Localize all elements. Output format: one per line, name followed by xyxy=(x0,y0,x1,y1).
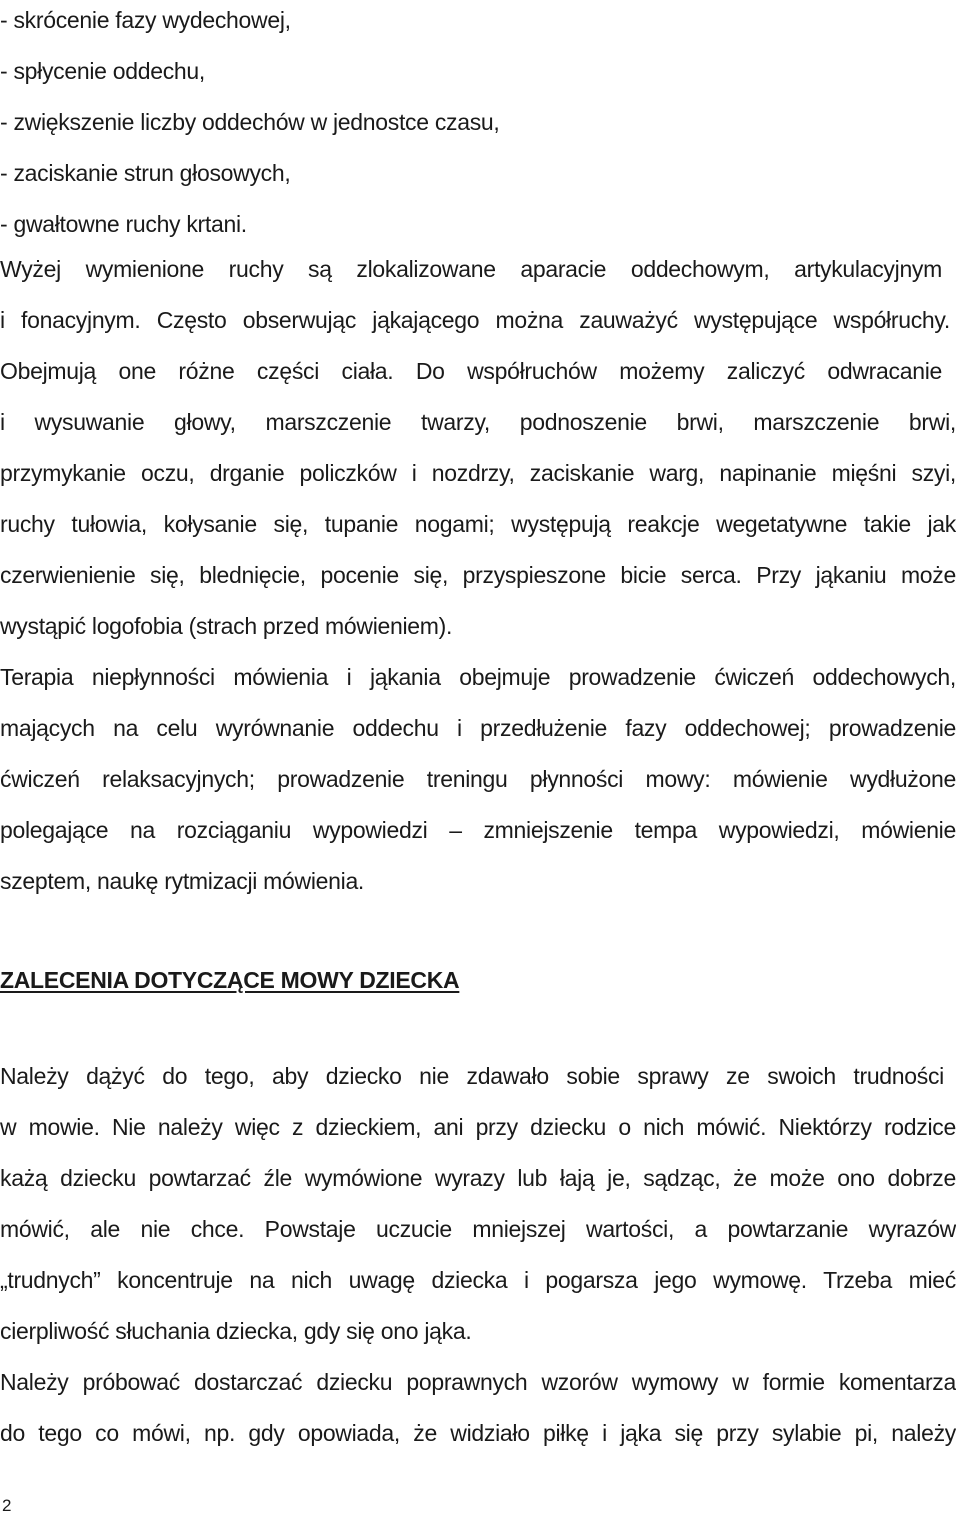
paragraph-line: ćwiczeń relaksacyjnych; prowadzenie treningu płynności mowy: mówienie wydłużone xyxy=(0,766,956,792)
list-item: - spłycenie oddechu, xyxy=(0,58,205,84)
paragraph-recommendations xyxy=(0,1051,960,1357)
paragraph-line: Terapia niepłynności mówienia i jąkania obejmuje prowadzenie ćwiczeń oddechowych, xyxy=(0,664,956,690)
paragraph-line: Należy próbować dostarczać dziecku poprawnych wzorów wymowy w formie komentarza xyxy=(0,1369,956,1395)
list-item: - zaciskanie strun głosowych, xyxy=(0,160,291,186)
paragraph-line: każą dziecku powtarzać źle wymówione wyrazy lub łają je, sądząc, że może ono dobrze xyxy=(0,1165,956,1191)
page-number: 2 xyxy=(2,1496,12,1515)
paragraph-line: szeptem, naukę rytmizacji mówienia. xyxy=(0,868,365,894)
list-item: - skrócenie fazy wydechowej, xyxy=(0,7,291,33)
paragraph-line: do tego co mówi, np. gdy opowiada, że widziało piłkę i jąka się przy sylabie pi, należy xyxy=(0,1420,956,1446)
paragraph-line: Obejmują one różne części ciała. Do współruchów możemy zaliczyć odwracanie xyxy=(0,358,942,384)
paragraph-line: mających na celu wyrównanie oddechu i przedłużenie fazy oddechowej; prowadzenie xyxy=(0,715,956,741)
paragraph-line: mówić, ale nie chce. Powstaje uczucie mniejszej wartości, a powtarzanie wyrazów xyxy=(0,1216,956,1242)
paragraph-line: w mowie. Nie należy więc z dzieckiem, ani przy dziecku o nich mówić. Niektórzy rodzice xyxy=(0,1114,956,1140)
paragraph-line: cierpliwość słuchania dziecka, gdy się ono jąka. xyxy=(0,1318,472,1344)
paragraph-line: polegające na rozciąganiu wypowiedzi – zmniejszenie tempa wypowiedzi, mówienie xyxy=(0,817,956,843)
paragraph-line: „trudnych” koncentruje na nich uwagę dziecka i pogarsza jego wymowę. Trzeba mieć xyxy=(0,1267,956,1293)
paragraph-coexisting-movements xyxy=(0,244,960,652)
section-heading: ZALECENIA DOTYCZĄCE MOWY DZIECKA xyxy=(0,967,460,993)
paragraph-correct-patterns xyxy=(0,1357,960,1459)
paragraph-therapy xyxy=(0,652,960,907)
symptom-list xyxy=(0,0,960,250)
list-item: - zwiększenie liczby oddechów w jednostce czasu, xyxy=(0,109,500,135)
paragraph-line: Należy dążyć do tego, aby dziecko nie zdawało sobie sprawy ze swoich trudności xyxy=(0,1063,944,1089)
paragraph-line: ruchy tułowia, kołysanie się, tupanie nogami; występują reakcje wegetatywne takie jak xyxy=(0,511,956,537)
paragraph-line: wystąpić logofobia (strach przed mówieniem). xyxy=(0,613,453,639)
paragraph-line: i fonacyjnym. Często obserwując jąkającego można zauważyć występujące współruchy. xyxy=(0,307,950,333)
paragraph-line: czerwienienie się, blednięcie, pocenie się, przyspieszone bicie serca. Przy jąkaniu może xyxy=(0,562,956,588)
list-item: - gwałtowne ruchy krtani. xyxy=(0,211,247,237)
paragraph-line: Wyżej wymienione ruchy są zlokalizowane aparacie oddechowym, artykulacyjnym xyxy=(0,256,942,282)
paragraph-line: przymykanie oczu, drganie policzków i nozdrzy, zaciskanie warg, napinanie mięśni szyi, xyxy=(0,460,956,486)
paragraph-line: i wysuwanie głowy, marszczenie twarzy, podnoszenie brwi, marszczenie brwi, xyxy=(0,409,956,435)
